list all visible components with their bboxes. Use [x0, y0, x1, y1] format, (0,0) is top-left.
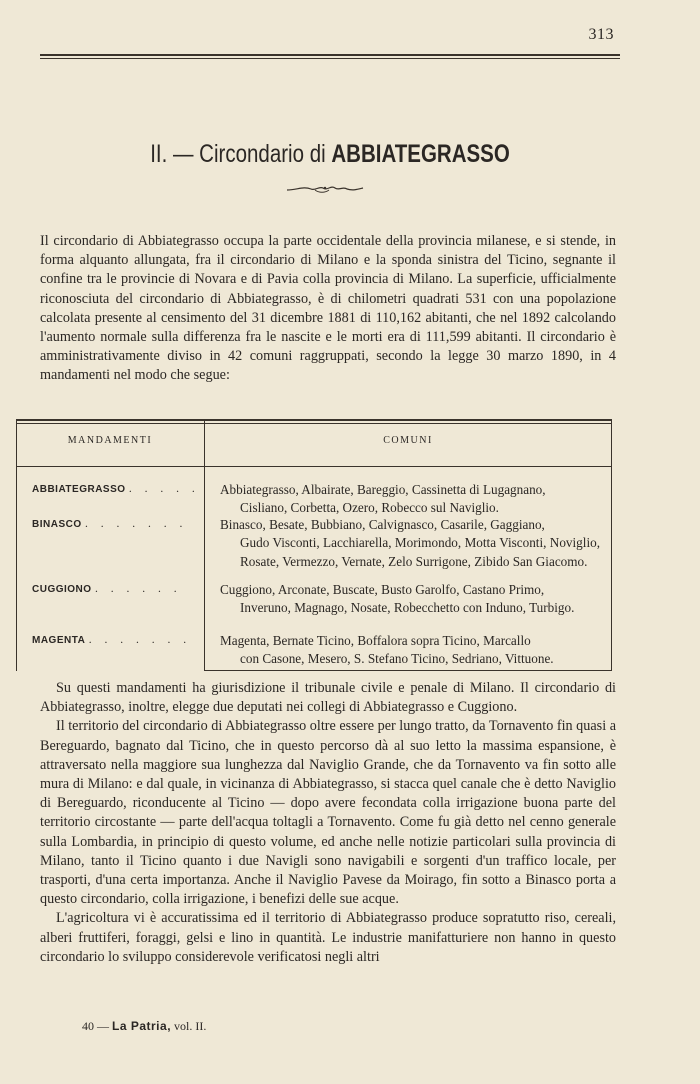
comuni-continuation: Inveruno, Magnago, Nosate, Robecchetto con Induno, Turbigo. — [240, 600, 575, 616]
intro-text: Il circondario di Abbiategrasso occupa la parte occidentale della provincia milanese, e si stende, in forma alquanto allungata, fra il circondario di Milano e la sponda sinistra del Ticino, segnante il confine tra le provincie di Novara e di Pavia colla provincia di Milano. La superficie, ufficialmente riconosciuta del circondario di Abbiategrasso, è di chilometri quadrati 531 con una popolazione calcolata presente al censimento del 31 dicembre 1881 di 110,162 abitanti, che nel 1892 calcolando l'aumento normale sulla differenza fra le nascite e le morti era di 111,599 abitanti. Il circondario è amministrativamente diviso in 42 comuni raggruppati, secondo la legge 30 marzo 1890, in 4 mandamenti nel modo che segue: — [40, 233, 616, 384]
comuni-first-line: Binasco, Besate, Bubbiano, Calvignasco, Casarile, Gaggiano, — [220, 517, 545, 532]
chapter-title-name: ABBIATEGRASSO — [331, 140, 510, 168]
comuni-cell — [220, 581, 600, 618]
chapter-title — [92, 140, 568, 169]
paragraph-agricoltura: L'agricoltura vi è accuratissima ed il territorio di Abbiategrasso produce sopratutto riso, cereali, alberi fruttiferi, foraggi, gelsi e lino in quantità. Le industrie manifatturiere non hanno in questo circondario lo sviluppo considerevole verificatosi negli altri — [40, 910, 616, 965]
mandamento-name: BINASCO — [32, 519, 82, 530]
comuni-first-line: Abbiategrasso, Albairate, Bareggio, Cassinetta di Lugagnano, — [220, 482, 546, 497]
mandamento-name: CUGGIONO — [32, 584, 92, 595]
comuni-continuation: Cisliano, Corbetta, Ozero, Robecco sul Naviglio. — [240, 500, 499, 516]
header-rule — [40, 54, 620, 56]
volume-label: vol. II. — [174, 1019, 207, 1033]
leader-dots: . . . . . — [128, 483, 200, 495]
comuni-continuation: con Casone, Mesero, S. Stefano Ticino, Sedriano, Vittuone. — [240, 651, 554, 667]
comuni-cell — [220, 481, 600, 518]
leader-dots: . . . . . . . — [88, 634, 192, 646]
journal-title: La Patria, — [112, 1019, 172, 1033]
chapter-title-prefix: II. — Circondario di — [150, 140, 326, 168]
mandamento-name: MAGENTA — [32, 635, 86, 646]
table-header-mandamenti: MANDAMENTI — [67, 435, 153, 446]
mandamento-cell — [32, 583, 202, 595]
mandamento-cell — [32, 483, 202, 495]
paragraph-territorio: Il territorio del circondario di Abbiategrasso oltre essere per lungo tratto, da Tornavento fin quasi a Bereguardo, bagnato dal Ticino, che in questo percorso dà al suo letto la massima espansione, è attraversato nella maggiore sua lunghezza dal Naviglio Grande, che da Tornavento va fin sotto alle mura di Milano: e dal quale, in vicinanza di Abbiategrasso, si stacca quel canale che è detto Naviglio di Bereguardo, riconducente al Ticino — dopo avere fecondata colla irrigazione buona parte del territorio circostante — parte dell'acqua toltagli a Tornavento. Come fu già detto nel cenno generale sulla Lombardia, in principio di questo volume, ed anche nelle notizie particolari sulla provincia di Milano, tanto il Ticino quanto i due Navigli sono navigabili e sorgenti d'un traffico locale, per trasporti, d'una certa importanza. Anche il Naviglio Pavese da Moirago, fin sotto a Binasco porta a questo circondario, colla irrigazione, i benefizi delle sue acque. — [40, 718, 616, 908]
intro-paragraph — [40, 232, 616, 386]
header-rule-thin — [40, 58, 620, 59]
paragraph-tribunale: Su questi mandamenti ha giurisdizione il tribunale civile e penale di Milano. Il circondario di Abbiategrasso, inoltre, elegge due deputati nei collegi di Abbiategrasso e Cuggiono. — [40, 680, 616, 716]
body-paragraphs — [40, 679, 616, 967]
mandamento-cell — [32, 518, 202, 530]
mandamenti-table — [16, 419, 612, 671]
comuni-cell — [220, 516, 600, 571]
comuni-cell — [220, 632, 600, 669]
comuni-first-line: Magenta, Bernate Ticino, Boffalora sopra Ticino, Marcallo — [220, 633, 531, 648]
mandamento-name: ABBIATEGRASSO — [32, 484, 126, 495]
comuni-continuation: Gudo Visconti, Lacchiarella, Morimondo, Motta Visconti, Noviglio, Rosate, Vermezzo, Vernate, Zelo Surrigone, Zibido San Giacomo. — [240, 535, 600, 569]
footer-signature — [82, 1019, 206, 1034]
ornament-flourish-icon — [285, 182, 365, 196]
page-number: 313 — [588, 26, 614, 43]
leader-dots: . . . . . . . — [85, 518, 188, 530]
signature-number: 40 — — [82, 1019, 109, 1033]
table-header-comuni: COMUNI — [383, 435, 433, 446]
mandamento-cell — [32, 634, 202, 646]
comuni-first-line: Cuggiono, Arconate, Buscate, Busto Garolfo, Castano Primo, — [220, 582, 545, 597]
leader-dots: . . . . . . — [94, 583, 182, 595]
